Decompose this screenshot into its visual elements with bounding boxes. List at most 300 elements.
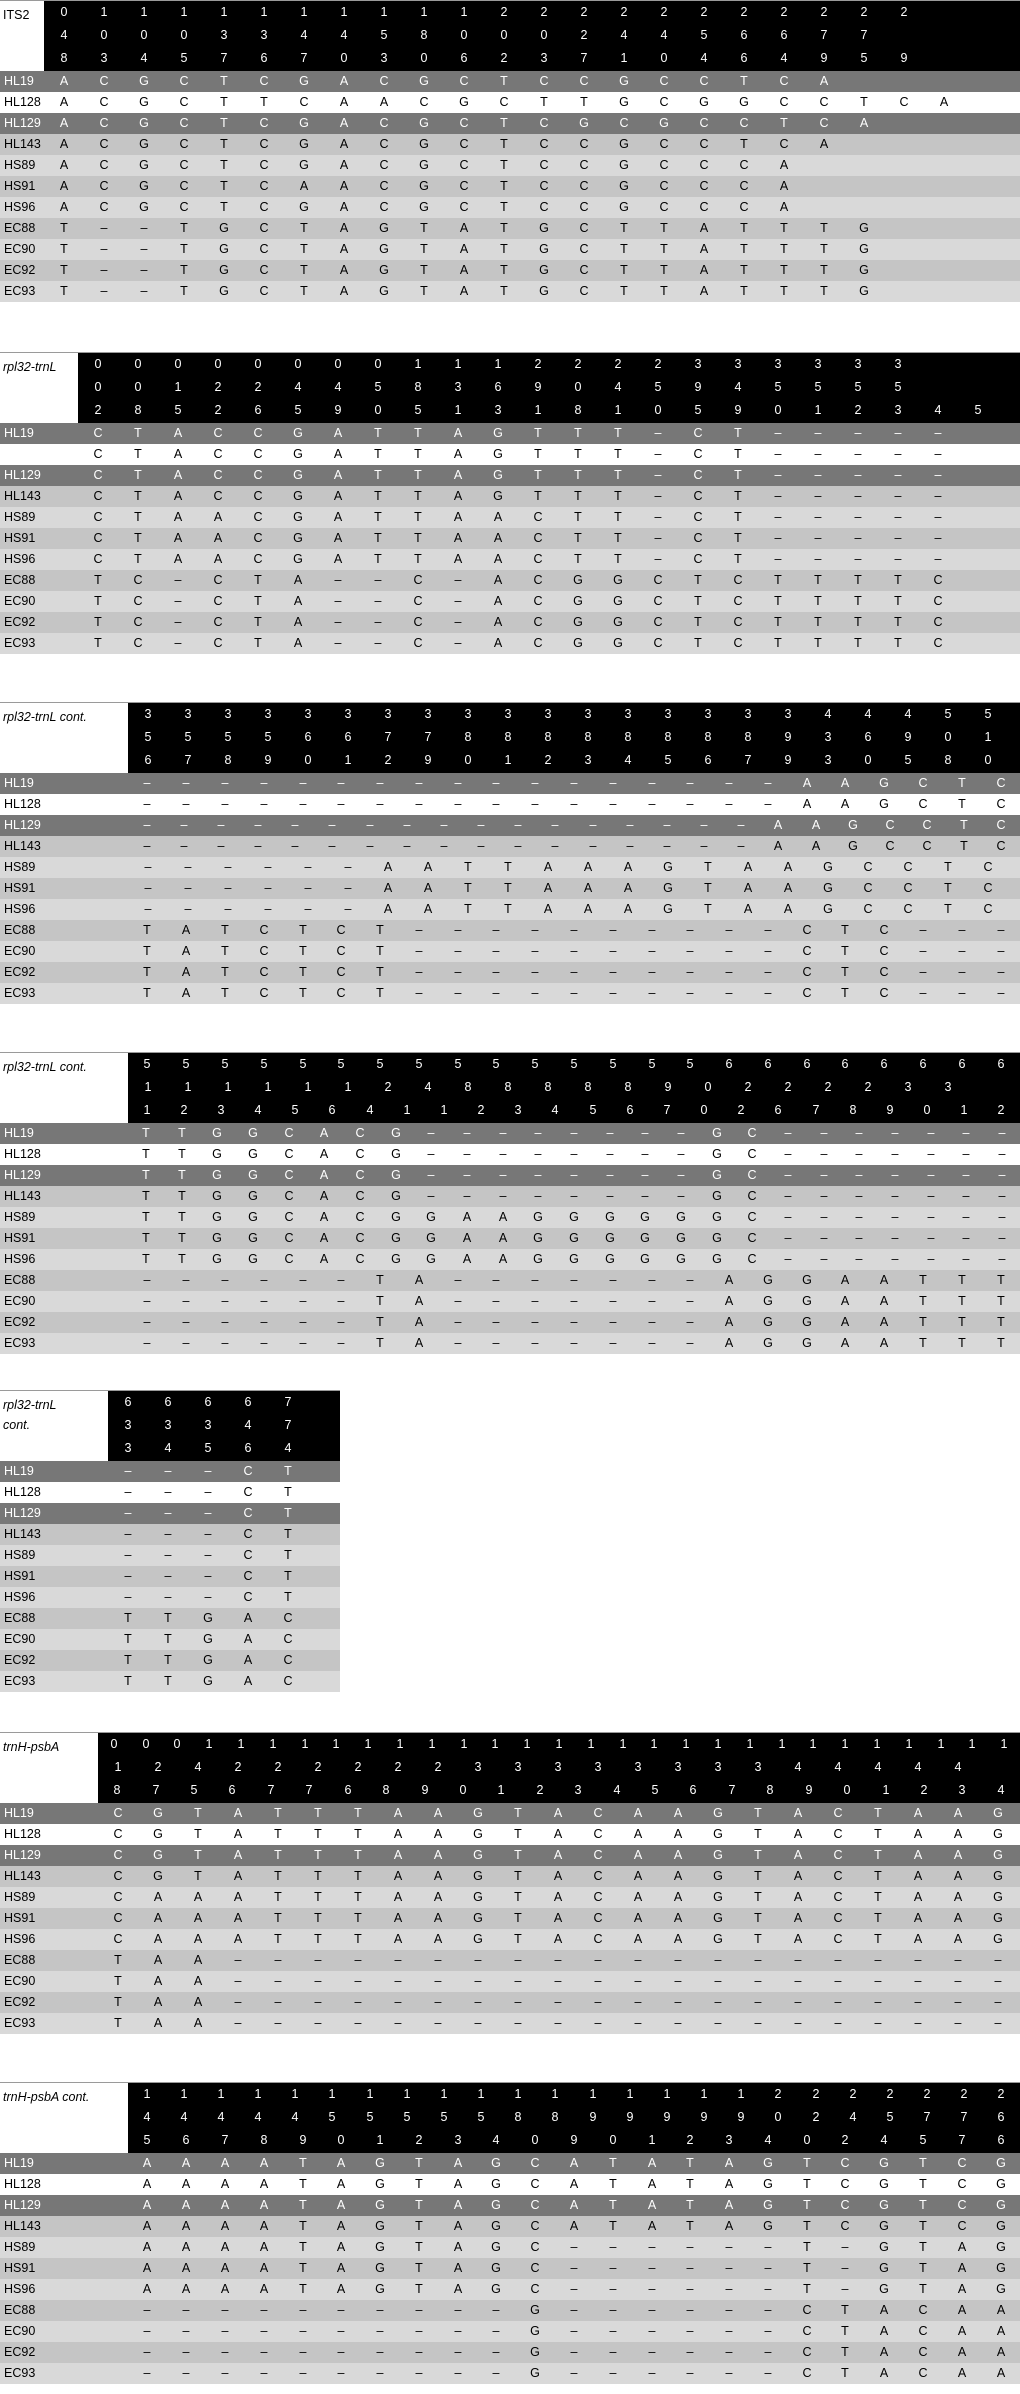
position-digit: 5 [440, 2110, 448, 2124]
base-cell: – [894, 489, 902, 503]
base-cell: A [633, 1848, 643, 1862]
base-cell: C [243, 1527, 253, 1541]
base-cell: A [423, 881, 433, 895]
base-cell: – [686, 965, 694, 979]
base-cell: A [498, 1210, 508, 1224]
base-cell: G [996, 2240, 1006, 2254]
position-digit: 7 [300, 51, 308, 65]
base-cell: C [179, 137, 189, 151]
position-digit: 5 [531, 1057, 539, 1071]
base-cell: – [570, 1294, 578, 1308]
base-cell: A [673, 1911, 683, 1925]
base-cell: T [841, 965, 849, 979]
base-cell: – [874, 1953, 882, 1967]
base-cell: T [94, 615, 102, 629]
base-cell: A [433, 1806, 443, 1820]
base-cell: – [997, 944, 1005, 958]
position-digit: 4 [551, 1103, 559, 1117]
base-cell: – [874, 1995, 882, 2009]
base-cell: – [124, 1506, 132, 1520]
base-cell: A [840, 776, 850, 790]
base-cell: G [996, 2261, 1006, 2275]
position-digit: 8 [420, 28, 428, 42]
base-cell: C [530, 2261, 540, 2275]
position-digit: 2 [744, 1080, 752, 1094]
position-digit: 3 [584, 707, 592, 721]
base-cell: A [953, 1869, 963, 1883]
base-cell: – [415, 986, 423, 1000]
base-cell: – [551, 818, 559, 832]
base-cell: T [60, 284, 68, 298]
base-cell: G [419, 116, 429, 130]
base-cell: T [143, 944, 151, 958]
position-digit: 5 [477, 2110, 485, 2124]
base-cell: T [803, 2177, 811, 2191]
position-digit: 5 [686, 1057, 694, 1071]
position-digit: 5 [182, 1057, 190, 1071]
position-digit: 3 [454, 380, 462, 394]
base-cell: T [704, 881, 712, 895]
position-digit: 9 [805, 1783, 813, 1797]
base-cell: – [958, 986, 966, 1000]
sample-label: EC90 [4, 1974, 36, 1988]
base-cell: C [747, 1210, 757, 1224]
base-cell: A [493, 594, 503, 608]
position-digit: 2 [820, 5, 828, 19]
base-cell: G [293, 426, 303, 440]
base-cell: – [492, 776, 500, 790]
base-cell: T [414, 468, 422, 482]
base-cell: A [673, 1827, 683, 1841]
base-cell: C [253, 489, 263, 503]
base-cell: – [274, 1974, 282, 1988]
sample-label: HS91 [4, 1231, 36, 1245]
base-cell: C [653, 594, 663, 608]
base-cell: T [841, 2366, 849, 2380]
base-cell: T [534, 468, 542, 482]
position-digit: 6 [740, 28, 748, 42]
base-cell: C [933, 573, 943, 587]
base-cell: A [673, 1848, 683, 1862]
base-cell: G [530, 2345, 540, 2359]
base-cell: A [783, 881, 793, 895]
base-cell: A [220, 2198, 230, 2212]
base-cell: G [539, 284, 549, 298]
base-cell: C [802, 2345, 812, 2359]
base-cell: – [180, 818, 188, 832]
base-cell: – [217, 839, 225, 853]
base-cell: – [927, 1147, 935, 1161]
base-cell: G [473, 1911, 483, 1925]
base-cell: G [605, 1252, 615, 1266]
position-digit: 3 [380, 51, 388, 65]
base-cell: A [259, 2261, 269, 2275]
base-cell: G [139, 200, 149, 214]
position-digit: 6 [774, 1103, 782, 1117]
sequence-row [0, 1270, 1020, 1291]
base-cell: C [259, 74, 269, 88]
position-digit: 6 [725, 1057, 733, 1071]
position-digit: 9 [264, 753, 272, 767]
sample-label: EC88 [4, 573, 36, 587]
base-cell: T [134, 468, 142, 482]
base-cell: T [300, 242, 308, 256]
position-digit: 4 [834, 1760, 842, 1774]
position-digit: 1 [551, 2087, 559, 2101]
base-cell: – [609, 1336, 617, 1350]
position-digit: 1 [380, 5, 388, 19]
base-cell: T [500, 179, 508, 193]
base-cell: G [491, 2282, 501, 2296]
base-cell: A [339, 200, 349, 214]
position-digit: 6 [344, 730, 352, 744]
position-digit: 3 [220, 28, 228, 42]
base-cell: T [609, 2156, 617, 2170]
base-cell: A [433, 1932, 443, 1946]
base-cell: C [983, 902, 993, 916]
base-cell: T [415, 2282, 423, 2296]
base-cell: T [299, 923, 307, 937]
base-cell: A [633, 1827, 643, 1841]
position-digit: 2 [812, 2087, 820, 2101]
base-cell: T [614, 552, 622, 566]
position-digit: 1 [340, 5, 348, 19]
base-cell: G [573, 636, 583, 650]
base-cell: – [686, 2303, 694, 2317]
base-cell: T [284, 1506, 292, 1520]
base-cell: – [648, 2240, 656, 2254]
base-cell: A [333, 447, 343, 461]
base-cell: G [713, 1911, 723, 1925]
base-cell: – [221, 1315, 229, 1329]
position-digit: 4 [143, 2110, 151, 2124]
base-cell: G [473, 1806, 483, 1820]
base-cell: – [184, 902, 192, 916]
position-digit: 1 [682, 1737, 690, 1751]
base-cell: – [531, 797, 539, 811]
position-digit: 6 [689, 1783, 697, 1797]
sequence-row [0, 633, 1020, 654]
base-cell: G [426, 1252, 436, 1266]
position-digit: 1 [264, 1080, 272, 1094]
base-cell: T [919, 1315, 927, 1329]
base-cell: – [725, 797, 733, 811]
base-cell: – [492, 1315, 500, 1329]
base-cell: G [879, 2198, 889, 2212]
base-cell: C [283, 1674, 293, 1688]
base-cell: T [299, 986, 307, 1000]
base-cell: A [462, 1252, 472, 1266]
position-digit: 3 [714, 1760, 722, 1774]
position-digit: 0 [337, 2133, 345, 2147]
base-cell: T [415, 2240, 423, 2254]
base-cell: – [998, 1252, 1006, 1266]
sample-label: HL143 [4, 1869, 41, 1883]
position-digit: 1 [778, 1737, 786, 1751]
base-cell: – [686, 2261, 694, 2275]
base-cell: G [473, 1848, 483, 1862]
sample-label: EC90 [4, 594, 36, 608]
sample-label: EC90 [4, 944, 36, 958]
base-cell: – [774, 489, 782, 503]
sequence-row [0, 1908, 1020, 1929]
base-cell: A [743, 860, 753, 874]
base-cell: G [493, 489, 503, 503]
base-cell: C [693, 510, 703, 524]
base-cell: G [712, 1231, 722, 1245]
base-cell: – [998, 1210, 1006, 1224]
base-cell: – [337, 797, 345, 811]
position-digit: 0 [420, 51, 428, 65]
sequence-row [0, 486, 1020, 507]
base-cell: T [60, 221, 68, 235]
base-cell: T [574, 510, 582, 524]
base-cell: T [919, 2177, 927, 2191]
position-digit: 7 [860, 28, 868, 42]
position-digit: 9 [663, 2110, 671, 2124]
base-cell: – [891, 1147, 899, 1161]
base-cell: T [944, 881, 952, 895]
base-cell: – [570, 2345, 578, 2359]
base-cell: A [453, 2177, 463, 2191]
base-cell: – [180, 839, 188, 853]
base-cell: – [754, 1974, 762, 1988]
base-cell: – [534, 1168, 542, 1182]
base-cell: – [124, 1527, 132, 1541]
position-digit: 2 [774, 2087, 782, 2101]
base-cell: T [620, 263, 628, 277]
base-cell: A [793, 1869, 803, 1883]
base-cell: – [609, 2240, 617, 2254]
position-digit: 1 [396, 1737, 404, 1751]
base-cell: – [454, 615, 462, 629]
base-cell: – [204, 1506, 212, 1520]
alignment-block [0, 702, 1020, 1007]
base-cell: T [354, 1827, 362, 1841]
position-digit: 3 [664, 707, 672, 721]
position-digit: 5 [886, 2110, 894, 2124]
base-cell: A [840, 1273, 850, 1287]
position-digit: 1 [224, 1080, 232, 1094]
sample-label: EC93 [4, 986, 36, 1000]
base-cell: G [419, 200, 429, 214]
sequence-row [0, 444, 1020, 465]
base-cell: T [220, 200, 228, 214]
base-cell: T [874, 1869, 882, 1883]
base-cell: – [415, 797, 423, 811]
base-cell: A [633, 1890, 643, 1904]
base-cell: T [609, 2198, 617, 2212]
sample-label: EC92 [4, 1653, 36, 1667]
base-cell: C [283, 1632, 293, 1646]
base-cell: G [699, 95, 709, 109]
position-digit: 8 [574, 403, 582, 417]
position-digit: 5 [184, 730, 192, 744]
base-cell: T [274, 1848, 282, 1862]
base-cell: A [181, 2282, 191, 2296]
base-cell: A [319, 1252, 329, 1266]
base-cell: C [533, 531, 543, 545]
base-cell: C [593, 1932, 603, 1946]
position-digit: 1 [494, 357, 502, 371]
position-digit: 5 [291, 1103, 299, 1117]
position-digit: 2 [154, 1760, 162, 1774]
base-cell: A [699, 221, 709, 235]
base-cell: G [613, 636, 623, 650]
base-cell: – [143, 776, 151, 790]
position-digit: 1 [841, 1737, 849, 1751]
position-digit: 9 [664, 1080, 672, 1094]
base-cell: G [613, 573, 623, 587]
base-cell: – [124, 1590, 132, 1604]
position-digit: 2 [180, 1103, 188, 1117]
base-cell: C [413, 594, 423, 608]
base-cell: G [473, 1932, 483, 1946]
sequence-row [0, 591, 1020, 612]
base-cell: G [569, 1252, 579, 1266]
position-header [78, 353, 1020, 423]
base-cell: A [153, 1911, 163, 1925]
base-cell: C [747, 1252, 757, 1266]
base-cell: T [997, 1294, 1005, 1308]
base-cell: – [609, 965, 617, 979]
base-cell: A [793, 1911, 803, 1925]
base-cell: T [414, 426, 422, 440]
position-digit: 1 [254, 2087, 262, 2101]
base-cell: C [957, 2198, 967, 2212]
base-cell: G [530, 2324, 540, 2338]
position-digit: 2 [812, 2110, 820, 2124]
block-name: rpl32-trnL cont. [3, 710, 87, 724]
base-cell: – [100, 221, 108, 235]
base-cell: A [553, 1869, 563, 1883]
base-cell: G [879, 776, 889, 790]
sample-label: EC92 [4, 1995, 36, 2009]
base-cell: A [293, 573, 303, 587]
base-cell: C [259, 221, 269, 235]
base-cell: A [233, 1932, 243, 1946]
base-cell: T [894, 615, 902, 629]
sequence-row [0, 239, 1020, 260]
base-cell: – [725, 2324, 733, 2338]
position-digit: 5 [860, 51, 868, 65]
base-cell: – [764, 2366, 772, 2380]
base-cell: – [914, 1974, 922, 1988]
base-cell: A [293, 615, 303, 629]
alignment-block [0, 2082, 1020, 2387]
base-cell: C [243, 1485, 253, 1499]
base-cell: – [221, 2366, 229, 2380]
position-digit: 2 [923, 2087, 931, 2101]
position-digit: 1 [332, 1737, 340, 1751]
base-cell: – [609, 776, 617, 790]
base-cell: C [113, 1932, 123, 1946]
position-digit: 1 [403, 1103, 411, 1117]
base-cell: T [376, 986, 384, 1000]
position-digit: 3 [634, 1760, 642, 1774]
base-cell: – [570, 1126, 578, 1140]
base-cell: – [164, 1464, 172, 1478]
base-cell: – [820, 1126, 828, 1140]
base-cell: – [686, 1315, 694, 1329]
sample-label: EC88 [4, 923, 36, 937]
sequence-row [0, 1123, 1020, 1144]
position-digit: 3 [944, 1080, 952, 1094]
base-cell: T [609, 2177, 617, 2191]
position-digit: 7 [384, 730, 392, 744]
position-digit: 2 [824, 1080, 832, 1094]
base-cell: – [737, 818, 745, 832]
base-cell: A [339, 221, 349, 235]
sample-label: EC88 [4, 221, 36, 235]
base-cell: T [841, 944, 849, 958]
base-cell: T [820, 242, 828, 256]
base-cell: – [124, 1464, 132, 1478]
position-digit: 5 [260, 1057, 268, 1071]
base-cell: C [243, 1590, 253, 1604]
base-cell: T [754, 1848, 762, 1862]
base-cell: – [764, 965, 772, 979]
base-cell: T [500, 242, 508, 256]
base-cell: T [614, 447, 622, 461]
base-cell: – [725, 2282, 733, 2296]
base-cell: – [609, 2345, 617, 2359]
base-cell: T [854, 573, 862, 587]
base-cell: – [648, 1273, 656, 1287]
base-cell: – [994, 1995, 1002, 2009]
base-cell: T [415, 2261, 423, 2275]
base-cell: – [334, 594, 342, 608]
base-cell: A [293, 636, 303, 650]
position-digit: 7 [960, 2110, 968, 2124]
base-cell: G [203, 1632, 213, 1646]
position-digit: 0 [254, 357, 262, 371]
position-digit: 0 [134, 357, 142, 371]
position-digit: 3 [854, 357, 862, 371]
base-cell: G [712, 1126, 722, 1140]
sequence-row [0, 1845, 1020, 1866]
base-cell: C [747, 1168, 757, 1182]
base-cell: C [179, 95, 189, 109]
base-cell: – [648, 1294, 656, 1308]
base-cell: – [514, 2016, 522, 2030]
base-cell: A [393, 1932, 403, 1946]
base-cell: C [579, 179, 589, 193]
base-cell: – [648, 1315, 656, 1329]
base-cell: T [780, 284, 788, 298]
base-cell: – [474, 1995, 482, 2009]
base-cell: C [179, 200, 189, 214]
base-cell: C [659, 158, 669, 172]
base-cell: C [179, 179, 189, 193]
base-cell: A [553, 1806, 563, 1820]
position-digit: 1 [626, 2087, 634, 2101]
position-digit: 6 [841, 1057, 849, 1071]
base-cell: T [142, 1252, 150, 1266]
base-cell: C [259, 200, 269, 214]
base-cell: – [914, 1995, 922, 2009]
sequence-row [0, 1312, 1020, 1333]
base-cell: A [859, 116, 869, 130]
position-digit: 1 [269, 1737, 277, 1751]
base-cell: G [491, 2177, 501, 2191]
position-digit: 1 [619, 1737, 627, 1751]
position-digit: 7 [221, 2133, 229, 2147]
base-cell: G [802, 1315, 812, 1329]
base-cell: A [699, 284, 709, 298]
position-digit: 8 [624, 730, 632, 744]
base-cell: A [193, 1995, 203, 2009]
